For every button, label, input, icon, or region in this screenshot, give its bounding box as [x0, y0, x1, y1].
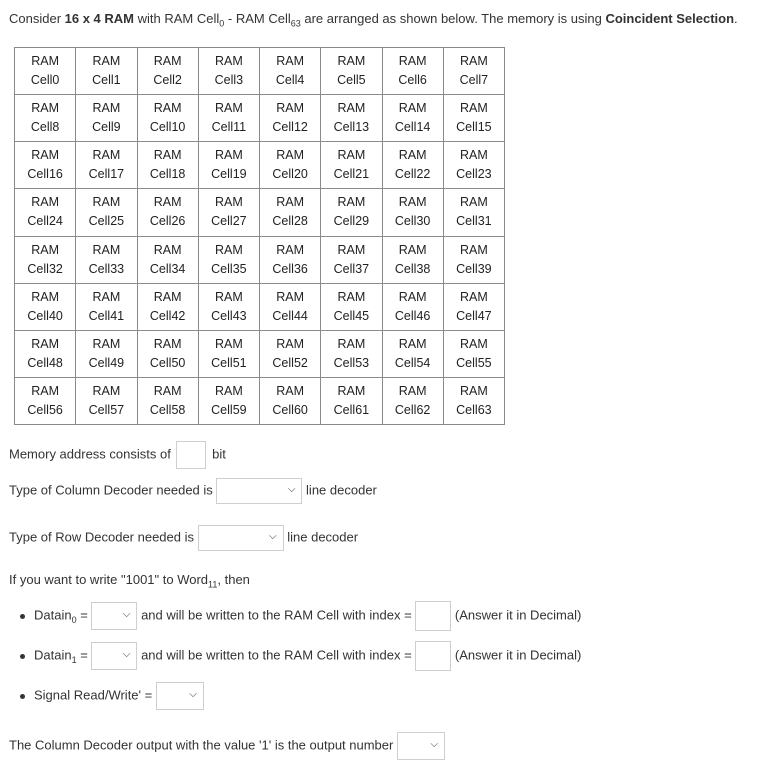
ram-cell-label: Cell42	[149, 308, 186, 323]
ram-cell	[198, 236, 259, 283]
ram-cell	[321, 377, 382, 424]
ram-cell-label: Cell15	[456, 120, 492, 135]
ram-cell-type: RAM	[276, 383, 305, 398]
ram-cell	[260, 48, 321, 95]
ram-cell-type: RAM	[31, 54, 60, 69]
ram-cell	[15, 189, 76, 236]
ram-cell-type: RAM	[153, 383, 182, 398]
ram-cell	[137, 48, 198, 95]
ram-cell	[76, 377, 137, 424]
grid-row	[15, 189, 505, 236]
ram-cell-type: RAM	[398, 289, 427, 304]
ram-cell	[137, 236, 198, 283]
ram-cell-label: Cell6	[398, 73, 427, 88]
ram-cell-type: RAM	[398, 383, 427, 398]
ram-cell	[15, 377, 76, 424]
ram-cell-type: RAM	[459, 148, 488, 163]
column-decoder-select[interactable]	[216, 478, 302, 504]
ram-cell	[443, 330, 504, 377]
ram-cell-label: Cell49	[88, 355, 125, 370]
ram-cell-label: Cell14	[394, 120, 431, 135]
ram-cell-type: RAM	[31, 195, 60, 210]
ram-cell	[321, 48, 382, 95]
ram-cell	[260, 377, 321, 424]
datain0-row: Datain$_0$ = ⌵ and will be written to the RAM Cell with index = (Answer it in Decimal)	[20, 601, 581, 631]
ram-cell	[15, 48, 76, 95]
ram-cell-label: Cell63	[456, 402, 492, 417]
chevron-down-icon: ⌵	[122, 609, 131, 620]
ram-cell	[198, 189, 259, 236]
grid-row	[15, 283, 505, 330]
ram-cell-type: RAM	[214, 336, 243, 351]
ram-cell-type: RAM	[337, 289, 366, 304]
ram-cell-type: RAM	[31, 148, 60, 163]
ram-cell-type: RAM	[214, 195, 243, 210]
ram-cell-type: RAM	[337, 54, 366, 69]
ram-cell-type: RAM	[92, 289, 121, 304]
ram-cell-type: RAM	[398, 101, 427, 116]
ram-cell	[260, 330, 321, 377]
ram-cell	[198, 95, 259, 142]
ram-cell-type: RAM	[92, 242, 121, 257]
ram-cell-type: RAM	[398, 195, 427, 210]
ram-cell-label: Cell53	[333, 355, 370, 370]
row-decoder-question: Type of Row Decoder needed is ⌵ line decoder	[9, 525, 358, 551]
ram-cell-label: Cell24	[27, 214, 63, 229]
ram-cell-type: RAM	[92, 54, 121, 69]
grid-row	[15, 330, 505, 377]
ram-cell-label: Cell19	[211, 167, 247, 182]
ram-cell-label: Cell25	[88, 214, 125, 229]
ram-cell-type: RAM	[92, 336, 121, 351]
ram-cell-type: RAM	[153, 101, 182, 116]
ram-cell	[382, 48, 443, 95]
ram-cell-type: RAM	[459, 101, 488, 116]
ram-cell-label: Cell4	[275, 73, 305, 88]
ram-cell-label: Cell12	[272, 120, 308, 135]
ram-cell-type: RAM	[153, 195, 182, 210]
ram-cell	[382, 189, 443, 236]
ram-cell-type: RAM	[337, 242, 366, 257]
intro-text: Consider 16 x 4 RAM with RAM Cell$_0$ - RAM Cell$_{63}$ are arranged as shown below. The memory is using Coincident Selection.	[9, 11, 738, 29]
ram-cell-grid	[14, 47, 505, 425]
ram-cell	[198, 142, 259, 189]
ram-cell	[382, 283, 443, 330]
ram-cell-label: Cell35	[211, 261, 247, 276]
ram-cell-label: Cell62	[394, 402, 431, 417]
ram-cell-type: RAM	[214, 242, 243, 257]
ram-cell-label: Cell44	[272, 308, 308, 323]
ram-cell-label: Cell8	[30, 120, 60, 135]
ram-cell-label: Cell39	[456, 261, 492, 276]
ram-cell	[137, 95, 198, 142]
ram-cell-label: Cell45	[333, 308, 370, 323]
ram-cell-label: Cell28	[272, 214, 308, 229]
chevron-down-icon: ⌵	[122, 649, 131, 660]
ram-cell-type: RAM	[214, 101, 243, 116]
ram-cell	[260, 189, 321, 236]
grid-row	[15, 48, 505, 95]
ram-cell-label: Cell59	[211, 402, 247, 417]
ram-cell	[382, 377, 443, 424]
ram-cell-type: RAM	[214, 54, 243, 69]
ram-cell-type: RAM	[92, 383, 121, 398]
ram-cell-label: Cell57	[88, 402, 125, 417]
ram-cell-type: RAM	[459, 336, 488, 351]
column-output-select[interactable]	[397, 732, 445, 760]
ram-cell-type: RAM	[459, 289, 488, 304]
chevron-down-icon: ⌵	[269, 531, 277, 542]
ram-cell-type: RAM	[31, 383, 60, 398]
ram-cell-type: RAM	[153, 289, 182, 304]
ram-cell-label: Cell31	[456, 214, 492, 229]
ram-cell-label: Cell61	[333, 402, 370, 417]
ram-cell-label: Cell48	[27, 355, 63, 370]
ram-cell	[198, 377, 259, 424]
ram-cell	[76, 142, 137, 189]
ram-cell-label: Cell52	[272, 355, 308, 370]
grid-row	[15, 95, 505, 142]
ram-cell-label: Cell10	[149, 120, 186, 135]
ram-cell-type: RAM	[337, 383, 366, 398]
ram-cell-type: RAM	[276, 148, 305, 163]
ram-cell	[321, 283, 382, 330]
ram-cell-label: Cell55	[456, 355, 492, 370]
ram-cell-type: RAM	[31, 242, 60, 257]
ram-cell-label: Cell11	[211, 120, 247, 135]
ram-cell	[15, 236, 76, 283]
ram-cell	[443, 283, 504, 330]
ram-cell-label: Cell41	[88, 308, 125, 323]
ram-cell-label: Cell30	[394, 214, 431, 229]
ram-cell-type: RAM	[153, 54, 182, 69]
signal-rw-select[interactable]	[156, 682, 204, 710]
ram-cell-label: Cell21	[333, 167, 370, 182]
ram-cell	[382, 330, 443, 377]
ram-cell-type: RAM	[459, 54, 488, 69]
ram-cell	[260, 236, 321, 283]
datain1-select[interactable]	[91, 642, 137, 670]
ram-cell-type: RAM	[214, 148, 243, 163]
ram-cell	[137, 283, 198, 330]
ram-cell	[321, 236, 382, 283]
ram-cell-label: Cell47	[456, 308, 492, 323]
ram-cell	[382, 236, 443, 283]
ram-cell-type: RAM	[459, 195, 488, 210]
ram-cell	[76, 330, 137, 377]
datain1-index-input[interactable]	[415, 641, 451, 671]
ram-cell-label: Cell26	[149, 214, 186, 229]
ram-cell-type: RAM	[31, 289, 60, 304]
ram-cell-label: Cell13	[333, 120, 370, 135]
ram-cell-label: Cell36	[272, 261, 308, 276]
column-decoder-question: Type of Column Decoder needed is ⌵ line decoder	[9, 478, 377, 504]
ram-cell-label: Cell23	[456, 167, 492, 182]
write-question: If you want to write "1001" to Word$_{11}$, then	[9, 572, 250, 590]
ram-cell-type: RAM	[276, 54, 305, 69]
ram-cell-type: RAM	[92, 195, 121, 210]
ram-cell-type: RAM	[214, 383, 243, 398]
ram-cell-label: Cell1	[92, 73, 121, 88]
ram-cell	[443, 142, 504, 189]
chevron-down-icon: ⌵	[189, 689, 197, 700]
ram-cell-label: Cell54	[394, 355, 431, 370]
ram-cell-type: RAM	[398, 148, 427, 163]
ram-cell-label: Cell50	[149, 355, 186, 370]
ram-cell	[443, 377, 504, 424]
column-output-question: The Column Decoder output with the value '1' is the output number ⌵	[9, 732, 445, 760]
ram-cell	[260, 142, 321, 189]
ram-cell-type: RAM	[398, 54, 427, 69]
ram-cell-type: RAM	[276, 195, 305, 210]
ram-cell	[76, 236, 137, 283]
bullet-icon	[20, 654, 25, 659]
ram-cell-type: RAM	[276, 242, 305, 257]
ram-cell-type: RAM	[459, 242, 488, 257]
ram-cell-label: Cell2	[153, 73, 182, 88]
ram-cell-type: RAM	[337, 195, 366, 210]
ram-cell-label: Cell3	[214, 73, 244, 88]
ram-cell	[137, 189, 198, 236]
ram-cell	[15, 283, 76, 330]
ram-cell-type: RAM	[92, 101, 121, 116]
ram-cell	[382, 142, 443, 189]
ram-cell-type: RAM	[153, 242, 182, 257]
ram-cell-type: RAM	[337, 148, 366, 163]
ram-cell	[198, 330, 259, 377]
ram-cell	[260, 283, 321, 330]
row-decoder-select[interactable]	[198, 525, 284, 551]
ram-cell	[76, 189, 137, 236]
ram-cell-type: RAM	[398, 242, 427, 257]
ram-cell	[198, 283, 259, 330]
address-question: Memory address consists of bit	[9, 441, 226, 469]
ram-cell-label: Cell40	[27, 308, 63, 323]
ram-cell	[382, 95, 443, 142]
ram-cell	[443, 236, 504, 283]
datain0-index-input[interactable]	[415, 601, 451, 631]
ram-cell-label: Cell7	[459, 73, 489, 88]
ram-cell-label: Cell43	[211, 308, 247, 323]
bullet-icon	[20, 614, 25, 619]
grid-row	[15, 377, 505, 424]
grid-row	[15, 236, 505, 283]
ram-cell-type: RAM	[92, 148, 121, 163]
ram-cell	[443, 48, 504, 95]
ram-cell-type: RAM	[276, 336, 305, 351]
ram-cell	[321, 95, 382, 142]
ram-cell-type: RAM	[31, 336, 60, 351]
ram-cell-label: Cell51	[211, 355, 247, 370]
ram-cell	[15, 95, 76, 142]
ram-cell-type: RAM	[398, 336, 427, 351]
ram-cell	[321, 142, 382, 189]
ram-cell	[15, 142, 76, 189]
ram-cell-label: Cell34	[149, 261, 186, 276]
ram-cell-type: RAM	[337, 101, 366, 116]
ram-cell	[137, 330, 198, 377]
ram-cell	[137, 142, 198, 189]
ram-cell-label: Cell17	[88, 167, 125, 182]
ram-cell-label: Cell18	[149, 167, 186, 182]
ram-cell-type: RAM	[337, 336, 366, 351]
ram-cell-label: Cell0	[30, 73, 60, 88]
ram-cell-label: Cell16	[27, 167, 63, 182]
ram-cell	[260, 95, 321, 142]
ram-cell-label: Cell5	[337, 73, 366, 88]
ram-cell-label: Cell46	[394, 308, 431, 323]
ram-cell	[76, 48, 137, 95]
ram-cell-type: RAM	[31, 101, 60, 116]
ram-cell	[76, 283, 137, 330]
datain0-select[interactable]	[91, 602, 137, 630]
ram-cell-label: Cell27	[211, 214, 247, 229]
signal-row: Signal Read/Write' = ⌵	[20, 682, 204, 710]
ram-cell-label: Cell22	[394, 167, 431, 182]
ram-cell	[443, 95, 504, 142]
ram-cell-label: Cell38	[394, 261, 431, 276]
chevron-down-icon: ⌵	[287, 484, 296, 495]
ram-cell	[321, 189, 382, 236]
ram-cell-type: RAM	[276, 101, 305, 116]
ram-cell	[443, 189, 504, 236]
ram-cell-label: Cell20	[272, 167, 308, 182]
ram-cell	[15, 330, 76, 377]
ram-cell-label: Cell29	[333, 214, 370, 229]
ram-cell-type: RAM	[459, 383, 488, 398]
ram-cell-label: Cell33	[88, 261, 125, 276]
chevron-down-icon: ⌵	[430, 739, 438, 750]
address-bits-input[interactable]	[176, 441, 206, 469]
bullet-icon	[20, 694, 25, 699]
ram-cell-label: Cell58	[149, 402, 186, 417]
ram-cell-label: Cell37	[333, 261, 370, 276]
grid-row	[15, 142, 505, 189]
ram-cell	[76, 95, 137, 142]
ram-cell-label: Cell32	[27, 261, 63, 276]
ram-cell-type: RAM	[276, 289, 305, 304]
ram-cell-label: Cell56	[27, 402, 63, 417]
ram-cell-type: RAM	[153, 148, 182, 163]
ram-cell-label: Cell9	[92, 120, 121, 135]
ram-cell	[321, 330, 382, 377]
ram-cell-type: RAM	[153, 336, 182, 351]
ram-cell	[198, 48, 259, 95]
ram-cell-label: Cell60	[272, 402, 308, 417]
ram-cell-type: RAM	[214, 289, 243, 304]
ram-cell	[137, 377, 198, 424]
datain1-row: Datain$_1$ = ⌵ and will be written to the RAM Cell with index = (Answer it in Decimal)	[20, 641, 581, 671]
